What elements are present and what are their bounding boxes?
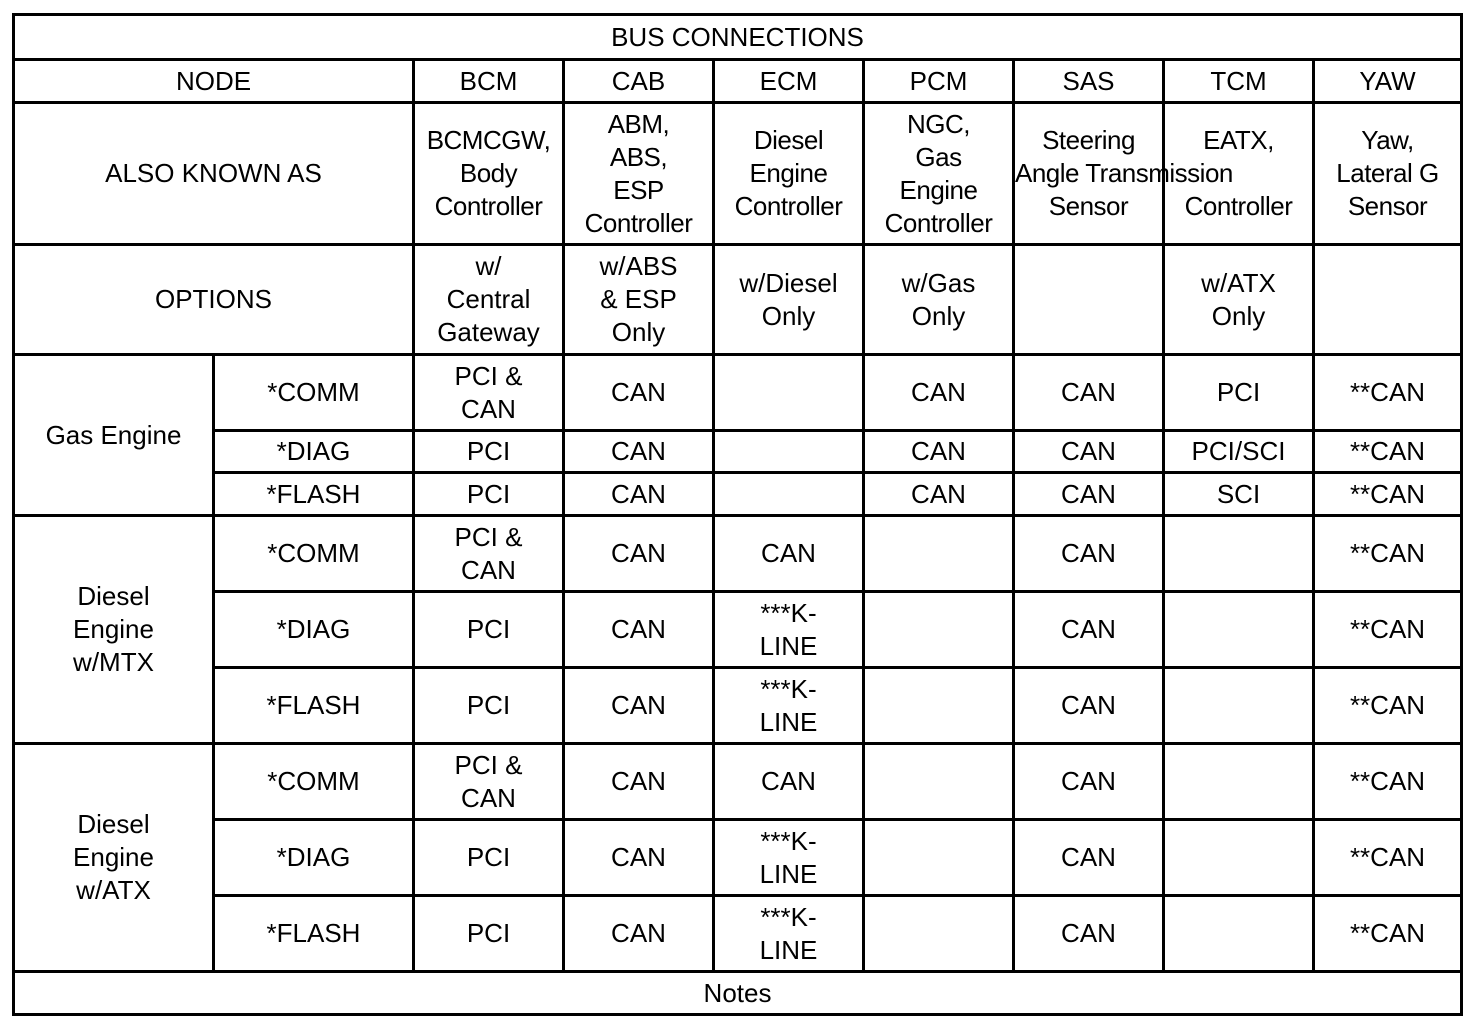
table-row xyxy=(14,744,1462,820)
cell-line: CAN xyxy=(761,766,816,796)
table-row xyxy=(14,355,1462,431)
bus-cell-cab xyxy=(564,516,714,592)
cell-line: CAN xyxy=(1061,478,1116,509)
column-header-tcm: TCM xyxy=(1164,60,1314,103)
cell-line: Controller xyxy=(434,191,543,221)
bus-cell-bcm xyxy=(414,744,564,820)
cell-line: **CAN xyxy=(1349,478,1426,509)
cell-line: CAN xyxy=(911,436,966,466)
cell-line: & ESP xyxy=(600,284,677,314)
cell-line: w/ATX xyxy=(76,875,151,905)
cell-line: **CAN xyxy=(1349,538,1426,568)
table-title: BUS CONNECTIONS xyxy=(14,15,1462,60)
bus-cell-ecm xyxy=(714,592,864,668)
bus-cell-tcm xyxy=(1164,431,1314,473)
cell-line: Gas xyxy=(915,141,962,172)
options-cell-bcm xyxy=(414,245,564,355)
cell-line: Engine xyxy=(899,174,978,205)
mode-label: *FLASH xyxy=(214,668,414,744)
bus-cell-sas xyxy=(1014,431,1164,473)
cell-line: w/Diesel xyxy=(739,267,838,298)
cell-line: CAN xyxy=(1061,918,1116,948)
cell-line: **CAN xyxy=(1349,918,1426,948)
cell-line: CAN xyxy=(611,842,666,872)
cell-line: **CAN xyxy=(1349,614,1426,644)
cell-line: LINE xyxy=(759,934,818,965)
cell-line: CAN xyxy=(1061,614,1116,644)
options-label: OPTIONS xyxy=(14,245,414,355)
bus-cell-tcm xyxy=(1164,896,1314,972)
cell-line: PCI xyxy=(466,478,511,509)
cell-line: PCI/SCI xyxy=(1191,436,1286,466)
cell-line: CAN xyxy=(611,766,666,796)
aka-cell-yaw xyxy=(1314,103,1462,245)
cell-line: PCI xyxy=(466,690,511,720)
cell-line: ESP xyxy=(613,174,664,205)
bus-cell-tcm xyxy=(1164,355,1314,431)
cell-line: CAN xyxy=(761,538,816,568)
bus-cell-sas xyxy=(1014,744,1164,820)
cell-line: CAN xyxy=(611,377,666,407)
bus-cell-yaw xyxy=(1314,516,1462,592)
cell-line: CAN xyxy=(1061,538,1116,568)
aka-cell-pcm xyxy=(864,103,1014,245)
cell-line: CAN xyxy=(611,614,666,644)
cell-line: Diesel xyxy=(77,581,150,611)
bus-cell-yaw xyxy=(1314,355,1462,431)
cell-line: CAN xyxy=(911,478,966,509)
cell-line: PCI xyxy=(466,918,511,948)
cell-line: PCI & xyxy=(454,749,523,780)
cell-line: Only xyxy=(1211,300,1266,331)
mode-label: *DIAG xyxy=(214,431,414,473)
cell-line: CAN xyxy=(611,538,666,568)
bus-cell-tcm xyxy=(1164,744,1314,820)
cell-line: Diesel xyxy=(753,125,824,155)
bus-cell-sas xyxy=(1014,668,1164,744)
bus-cell-yaw xyxy=(1314,473,1462,516)
cell-line: ABS, xyxy=(609,141,668,172)
column-header-yaw: YAW xyxy=(1314,60,1462,103)
bus-cell-ecm xyxy=(714,668,864,744)
cell-line: CAN xyxy=(461,782,516,813)
mode-label: *COMM xyxy=(214,744,414,820)
bus-cell-pcm xyxy=(864,592,1014,668)
group-label xyxy=(14,744,214,972)
bus-cell-cab xyxy=(564,668,714,744)
cell-line: Central xyxy=(446,284,531,314)
column-header-pcm: PCM xyxy=(864,60,1014,103)
bus-cell-pcm xyxy=(864,355,1014,431)
cell-line: PCI & xyxy=(454,360,523,391)
cell-line: SCI xyxy=(1216,478,1261,509)
cell-line: Sensor xyxy=(1347,191,1428,221)
bus-cell-yaw xyxy=(1314,592,1462,668)
mode-label: *FLASH xyxy=(214,896,414,972)
bus-cell-sas xyxy=(1014,355,1164,431)
cell-line: w/MTX xyxy=(73,647,154,677)
column-header-ecm: ECM xyxy=(714,60,864,103)
mode-label: *DIAG xyxy=(214,592,414,668)
options-cell-pcm xyxy=(864,245,1014,355)
cell-line: **CAN xyxy=(1349,766,1426,796)
cell-line: ***K- xyxy=(760,597,817,628)
bus-cell-cab xyxy=(564,473,714,516)
bus-cell-cab xyxy=(564,592,714,668)
bus-cell-pcm xyxy=(864,820,1014,896)
bus-cell-yaw xyxy=(1314,744,1462,820)
group-label xyxy=(14,355,214,516)
bus-cell-tcm xyxy=(1164,820,1314,896)
bus-cell-ecm xyxy=(714,744,864,820)
cell-line: Engine xyxy=(73,842,154,872)
cell-line: Controller xyxy=(884,207,993,238)
cell-line: LINE xyxy=(759,706,818,737)
bus-cell-bcm xyxy=(414,896,564,972)
cell-line: CAN xyxy=(461,393,516,424)
mode-label: *COMM xyxy=(214,516,414,592)
bus-cell-ecm xyxy=(714,473,864,516)
cell-line: PCI xyxy=(466,436,511,466)
cell-line: Sensor xyxy=(1048,191,1129,221)
cell-line: CAN xyxy=(1061,766,1116,796)
cell-line: LINE xyxy=(759,630,818,661)
cell-line: Controller xyxy=(1184,191,1293,221)
options-cell-sas xyxy=(1014,245,1164,355)
bus-cell-bcm xyxy=(414,516,564,592)
options-cell-ecm xyxy=(714,245,864,355)
cell-line: PCI & xyxy=(454,521,523,552)
bus-cell-cab xyxy=(564,896,714,972)
group-label xyxy=(14,516,214,744)
bus-cell-pcm xyxy=(864,896,1014,972)
bus-cell-ecm xyxy=(714,431,864,473)
bus-cell-yaw xyxy=(1314,820,1462,896)
cell-line: CAN xyxy=(461,554,516,585)
bus-cell-pcm xyxy=(864,431,1014,473)
cell-line: Body xyxy=(459,158,518,188)
bus-cell-tcm xyxy=(1164,473,1314,516)
also-known-as-label: ALSO KNOWN AS xyxy=(14,103,414,245)
cell-line: Engine xyxy=(749,158,828,188)
column-header-bcm: BCM xyxy=(414,60,564,103)
bus-cell-bcm xyxy=(414,473,564,516)
cell-line: ***K- xyxy=(760,901,817,932)
bus-cell-sas xyxy=(1014,516,1164,592)
bus-cell-cab xyxy=(564,820,714,896)
cell-line: Only xyxy=(761,300,816,331)
aka-cell-sas xyxy=(1014,103,1233,245)
column-header-sas: SAS xyxy=(1014,60,1164,103)
table-row xyxy=(14,820,1462,896)
options-cell-cab xyxy=(564,245,714,355)
table-row xyxy=(14,896,1462,972)
bus-cell-cab xyxy=(564,355,714,431)
cell-line: ABM, xyxy=(607,108,670,139)
cell-line: CAN xyxy=(611,436,666,466)
bus-cell-bcm xyxy=(414,355,564,431)
bus-cell-ecm xyxy=(714,896,864,972)
aka-cell-bcm xyxy=(414,103,564,245)
bus-cell-bcm xyxy=(414,668,564,744)
mode-label: *COMM xyxy=(214,355,414,431)
bus-cell-pcm xyxy=(864,516,1014,592)
table-row xyxy=(14,431,1462,473)
cell-line: w/ xyxy=(475,251,502,281)
cell-line: Angle Transmission xyxy=(1015,158,1233,188)
table-row xyxy=(14,516,1462,592)
cell-line: PCI xyxy=(1216,377,1261,407)
cell-line: Gateway xyxy=(437,317,540,347)
cell-line: ***K- xyxy=(760,825,817,856)
cell-line: Engine xyxy=(73,614,154,644)
bus-cell-bcm xyxy=(414,592,564,668)
cell-line: w/Gas xyxy=(901,267,976,298)
bus-cell-pcm xyxy=(864,744,1014,820)
cell-line: Controller xyxy=(734,191,843,221)
bus-cell-pcm xyxy=(864,668,1014,744)
mode-label: *FLASH xyxy=(214,473,414,516)
bus-cell-pcm xyxy=(864,473,1014,516)
cell-line: LINE xyxy=(759,858,818,889)
bus-cell-sas xyxy=(1014,592,1164,668)
cell-line: Only xyxy=(911,300,966,331)
bus-cell-tcm xyxy=(1164,668,1314,744)
options-cell-yaw xyxy=(1314,245,1462,355)
aka-cell-ecm xyxy=(714,103,864,245)
cell-line: w/ABS xyxy=(599,251,678,281)
cell-line: **CAN xyxy=(1349,690,1426,720)
aka-cell-cab xyxy=(564,103,714,245)
bus-cell-sas xyxy=(1014,896,1164,972)
cell-line: Diesel xyxy=(77,809,150,839)
node-header: NODE xyxy=(14,60,414,103)
bus-connections-table xyxy=(12,13,1463,1016)
cell-line: Gas Engine xyxy=(45,419,182,450)
bus-cell-cab xyxy=(564,431,714,473)
cell-line: CAN xyxy=(1061,377,1116,407)
table-row xyxy=(14,592,1462,668)
bus-cell-sas xyxy=(1014,473,1164,516)
cell-line: Only xyxy=(611,317,666,347)
cell-line: Lateral G xyxy=(1336,158,1439,188)
bus-cell-yaw xyxy=(1314,896,1462,972)
bus-cell-cab xyxy=(564,744,714,820)
table-row xyxy=(14,668,1462,744)
options-cell-tcm xyxy=(1164,245,1314,355)
cell-line: CAN xyxy=(611,918,666,948)
cell-line: Steering xyxy=(1042,125,1135,155)
cell-line: BCMCGW, xyxy=(426,125,551,155)
bus-cell-ecm xyxy=(714,820,864,896)
cell-line: PCI xyxy=(466,614,511,644)
cell-line: CAN xyxy=(1061,690,1116,720)
mode-label: *DIAG xyxy=(214,820,414,896)
bus-cell-tcm xyxy=(1164,516,1314,592)
cell-line: Yaw, xyxy=(1361,125,1414,155)
bus-cell-sas xyxy=(1014,820,1164,896)
bus-cell-ecm xyxy=(714,355,864,431)
bus-cell-ecm xyxy=(714,516,864,592)
cell-line: w/ATX xyxy=(1201,267,1276,298)
cell-line: EATX, xyxy=(1203,125,1274,155)
cell-line: ***K- xyxy=(760,673,817,704)
cell-line: PCI xyxy=(466,842,511,872)
column-header-cab: CAB xyxy=(564,60,714,103)
cell-line: NGC, xyxy=(907,108,970,139)
cell-line: CAN xyxy=(911,377,966,407)
cell-line: **CAN xyxy=(1349,842,1426,872)
bus-cell-bcm xyxy=(414,820,564,896)
bus-cell-yaw xyxy=(1314,431,1462,473)
cell-line: **CAN xyxy=(1349,436,1426,466)
cell-line: CAN xyxy=(1061,842,1116,872)
cell-line: **CAN xyxy=(1349,377,1426,407)
cell-line: CAN xyxy=(1061,436,1116,466)
cell-line: CAN xyxy=(611,478,666,509)
table-row xyxy=(14,473,1462,516)
bus-cell-yaw xyxy=(1314,668,1462,744)
cell-line: CAN xyxy=(611,690,666,720)
cell-line: Controller xyxy=(584,207,693,238)
bus-cell-bcm xyxy=(414,431,564,473)
bus-cell-tcm xyxy=(1164,592,1314,668)
notes-footer: Notes xyxy=(14,972,1462,1015)
